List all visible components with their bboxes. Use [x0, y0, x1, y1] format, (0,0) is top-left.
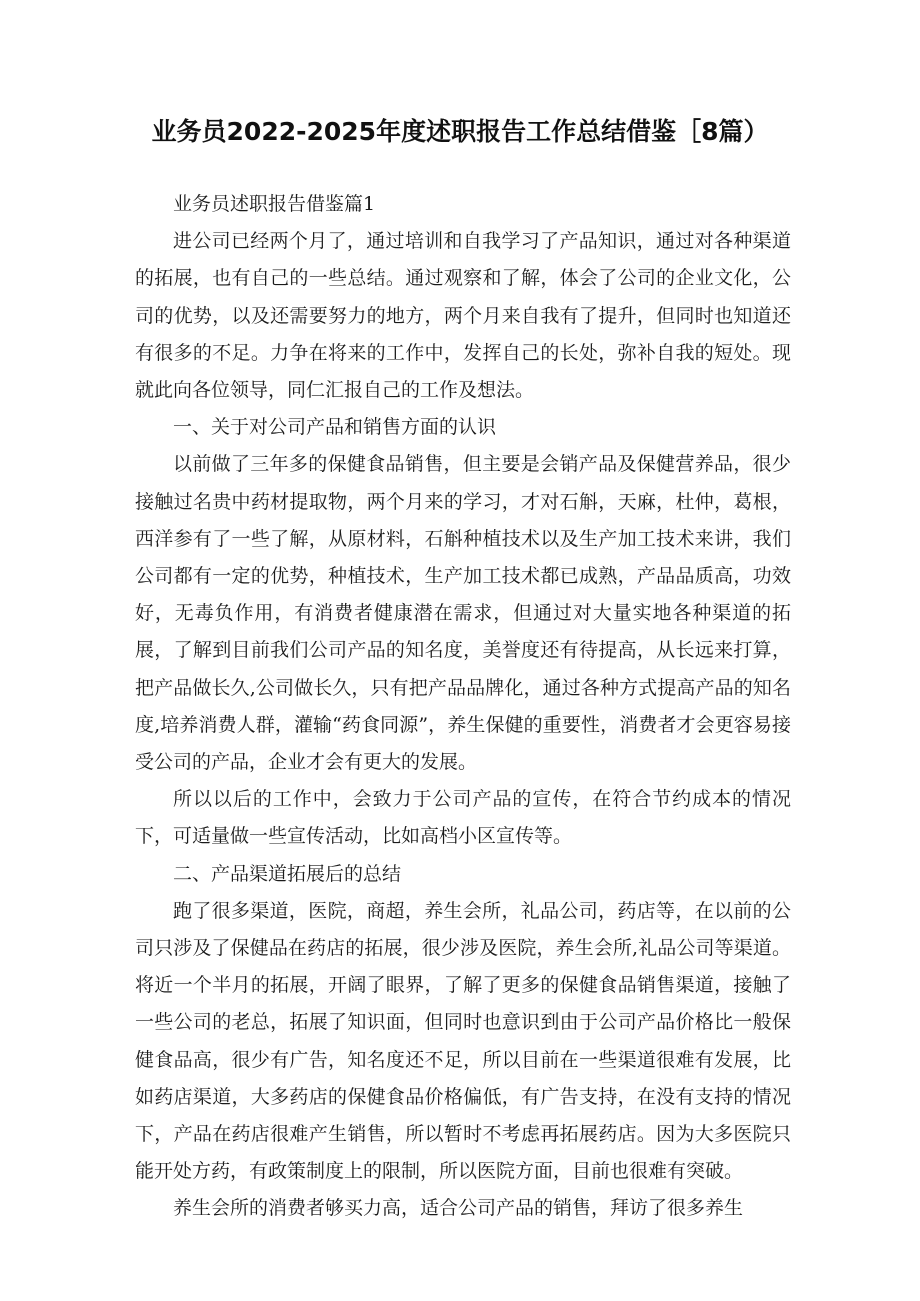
- section-label: 业务员述职报告借鉴篇1: [173, 193, 376, 215]
- section-heading-2: 二、产品渠道拓展后的总结: [173, 862, 402, 885]
- paragraph-intro: 进公司已经两个月了，通过培训和自我学习了产品知识，通过对各种渠道的拓展，也有自己的一些总结。通过观察和了解，体会了公司的企业文化，公司的优势，以及还需要努力的地方，两个月来自我有了提升，但同时也知道还有很多的不足。力争在将来的工作中，发挥自己的长处，弥补自我的短处。现就此向各位领导，同仁汇报自己的工作及想法。: [135, 230, 791, 402]
- paragraph-wellness-clubs: 养生会所的消费者够买力高，适合公司产品的销售，拜访了很多养生: [173, 1197, 744, 1220]
- section-heading-1: 一、关于对公司产品和销售方面的认识: [173, 416, 497, 439]
- paragraph-future-work: 所以以后的工作中，会致力于公司产品的宣传，在符合节约成本的情况下，可适量做一些宣传活动，比如高档小区宣传等。: [135, 788, 791, 848]
- document-title: 业务员2022-2025年度述职报告工作总结借鉴［8篇）: [151, 117, 769, 146]
- paragraph-product-knowledge: 以前做了三年多的保健食品销售，但主要是会销产品及保健营养品，很少接触过名贵中药材提取物，两个月来的学习，才对石斛，天麻，杜仲，葛根，西洋参有了一些了解，从原材料，石斛种植技术以及生产加工技术来讲，我们公司都有一定的优势，种植技术，生产加工技术都已成熟，产品品质高，功效好，无毒负作用，有消费者健康潜在需求，但通过对大量实地各种渠道的拓展，了解到目前我们公司产品的知名度，美誉度还有待提高，从长远来打算，把产品做长久,公司做长久，只有把产品品牌化，通过各种方式提高产品的知名度,培养消费人群，灌输“药食同源”，养生保健的重要性，消费者才会更容易接受公司的产品，企业才会有更大的发展。: [135, 453, 791, 774]
- paragraph-channels: 跑了很多渠道，医院，商超，养生会所，礼品公司，药店等，在以前的公司只涉及了保健品在药店的拓展，很少涉及医院，养生会所,礼品公司等渠道。将近一个半月的拓展，开阔了眼界，了解了更多的保健食品销售渠道，接触了一些公司的老总，拓展了知识面，但同时也意识到由于公司产品价格比一般保健食品高，很少有广告，知名度还不足，所以目前在一些渠道很难有发展，比如药店渠道，大多药店的保健食品价格偏低，有广告支持，在没有支持的情况下，产品在药店很难产生销售，所以暂时不考虑再拓展药店。因为大多医院只能开处方药，有政策制度上的限制，所以医院方面，目前也很难有突破。: [135, 899, 791, 1183]
- document-body: [135, 186, 791, 1228]
